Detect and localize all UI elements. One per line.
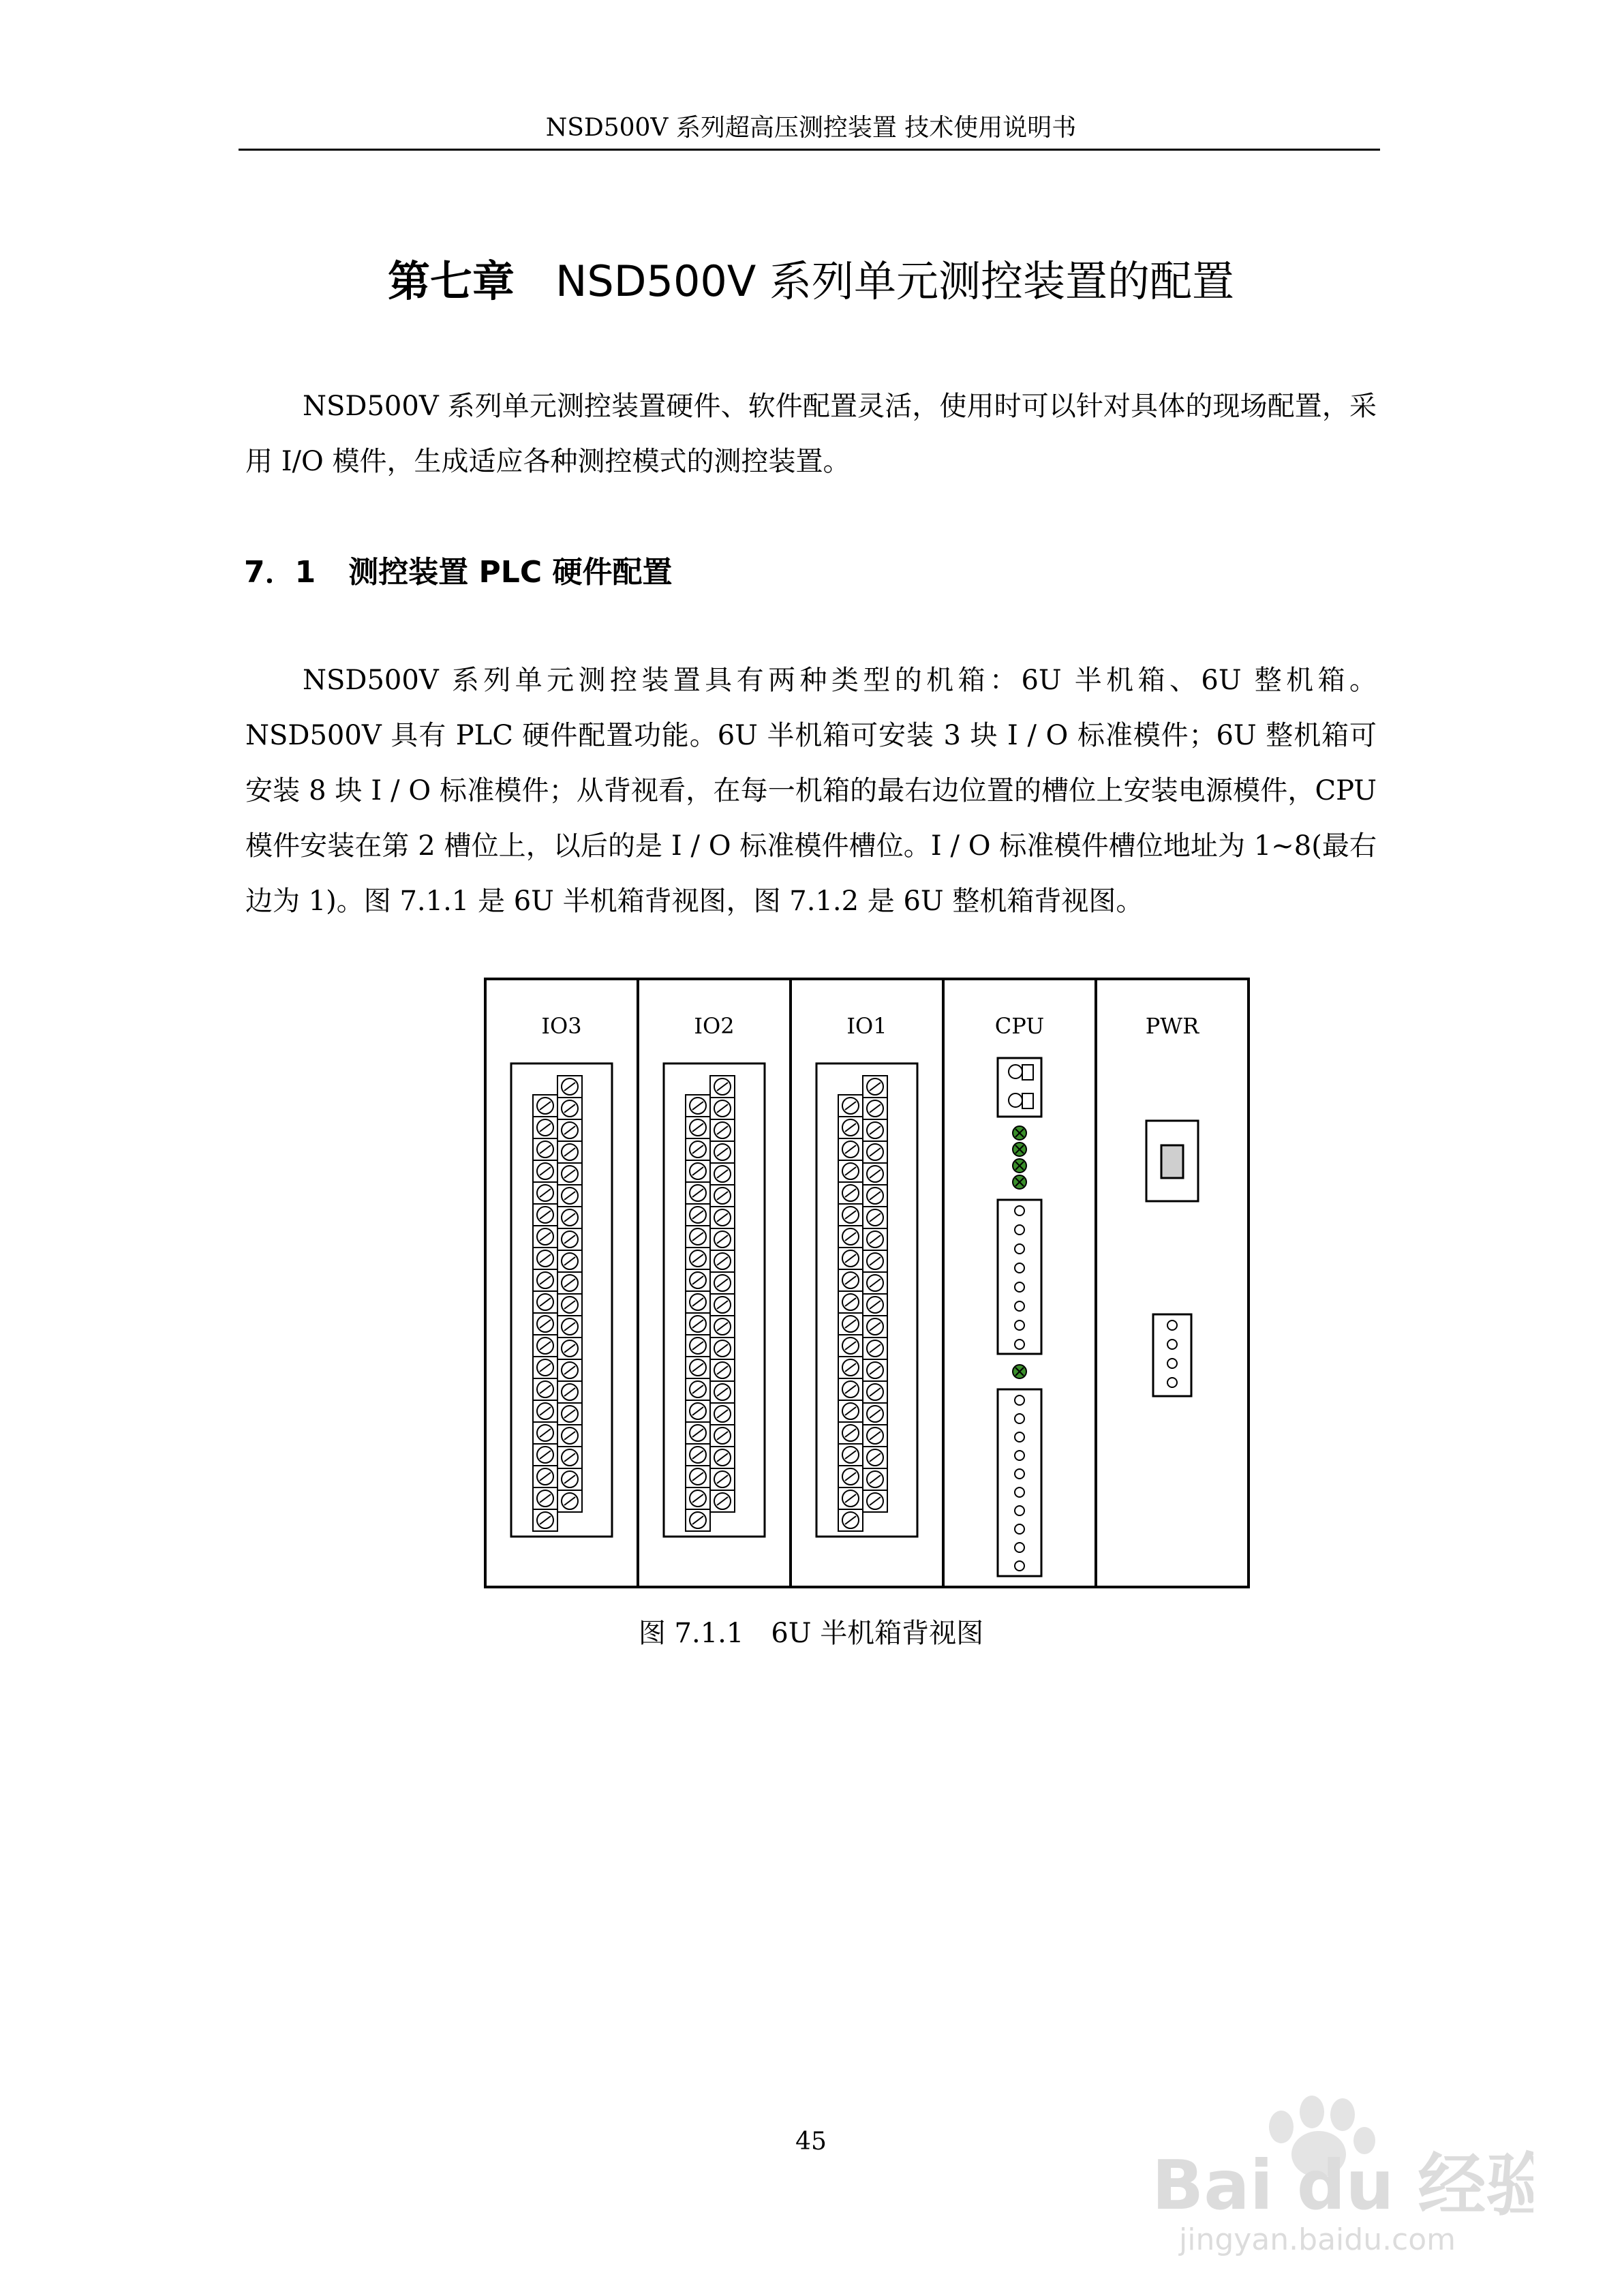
slot-label-pwr: PWR xyxy=(1145,1013,1199,1039)
terminal-slot xyxy=(692,1254,703,1263)
terminal-slot xyxy=(692,1276,703,1284)
terminal-slot xyxy=(845,1429,856,1437)
terminal-slot xyxy=(540,1451,551,1459)
terminal-slot xyxy=(564,1279,575,1287)
terminal-slot xyxy=(870,1083,881,1091)
terminal-slot xyxy=(870,1192,881,1200)
chapter-name: NSD500V 系列单元测控装置的配置 xyxy=(555,256,1234,306)
terminal-slot xyxy=(564,1126,575,1134)
terminal-slot xyxy=(870,1235,881,1243)
terminal-slot xyxy=(717,1301,728,1309)
cpu-connector-pin xyxy=(1015,1301,1024,1311)
cpu-connector-pin xyxy=(1015,1395,1024,1405)
cpu-connector-pin xyxy=(1015,1320,1024,1330)
cpu-connector-pin xyxy=(1015,1244,1024,1254)
terminal-slot xyxy=(540,1385,551,1393)
terminal-slot xyxy=(870,1497,881,1505)
terminal-slot xyxy=(564,1301,575,1309)
terminal-slot xyxy=(540,1472,551,1481)
io-module-frame xyxy=(511,1063,612,1537)
cpu-port xyxy=(1009,1065,1022,1078)
power-connector-pin xyxy=(1167,1359,1177,1368)
header-rule xyxy=(239,149,1380,151)
chapter-title xyxy=(0,251,1622,312)
terminal-slot xyxy=(564,1257,575,1265)
terminal-slot xyxy=(564,1388,575,1396)
power-switch xyxy=(1161,1145,1183,1178)
terminal-slot xyxy=(692,1429,703,1437)
terminal-slot xyxy=(870,1366,881,1374)
terminal-slot xyxy=(564,1104,575,1113)
terminal-slot xyxy=(717,1388,728,1396)
terminal-slot xyxy=(845,1407,856,1415)
terminal-slot xyxy=(540,1342,551,1350)
chassis-rear-view-diagram xyxy=(477,971,1261,1598)
terminal-slot xyxy=(717,1344,728,1353)
terminal-slot xyxy=(717,1213,728,1222)
chassis-figure xyxy=(477,971,1261,1601)
terminal-slot xyxy=(692,1472,703,1481)
terminal-slot xyxy=(717,1410,728,1418)
terminal-slot xyxy=(845,1254,856,1263)
terminal-slot xyxy=(692,1189,703,1197)
terminal-slot xyxy=(692,1494,703,1502)
cpu-port-tab xyxy=(1022,1093,1033,1108)
terminal-slot xyxy=(692,1363,703,1372)
terminal-slot xyxy=(564,1344,575,1353)
body-paragraph xyxy=(245,653,1377,929)
terminal-slot xyxy=(540,1254,551,1263)
terminal-slot xyxy=(717,1083,728,1091)
terminal-slot xyxy=(845,1516,856,1524)
caption-text: 6U 半机箱背视图 xyxy=(771,1618,984,1649)
terminal-slot xyxy=(870,1126,881,1134)
terminal-slot xyxy=(692,1385,703,1393)
intro-text: NSD500V 系列单元测控装置硬件、软件配置灵活，使用时可以针对具体的现场配置，采用 I/O 模件，生成适应各种测控模式的测控装置。 xyxy=(245,391,1377,477)
chapter-number: 第七章 xyxy=(388,256,515,306)
terminal-slot xyxy=(540,1276,551,1284)
terminal-slot xyxy=(870,1432,881,1440)
io-module-frame xyxy=(664,1063,765,1537)
terminal-slot xyxy=(564,1170,575,1178)
terminal-slot xyxy=(540,1233,551,1241)
terminal-slot xyxy=(692,1123,703,1132)
cpu-connector-pin xyxy=(1015,1414,1024,1423)
slot-label-cpu: CPU xyxy=(994,1013,1045,1039)
section-number: 7．1 xyxy=(244,555,316,590)
terminal-slot xyxy=(870,1257,881,1265)
terminal-slot xyxy=(845,1211,856,1219)
terminal-slot xyxy=(845,1189,856,1197)
slot-io3 xyxy=(511,1063,612,1537)
terminal-slot xyxy=(564,1192,575,1200)
power-connector-pin xyxy=(1167,1378,1177,1387)
terminal-slot xyxy=(540,1494,551,1502)
terminal-slot xyxy=(845,1167,856,1175)
terminal-slot xyxy=(845,1342,856,1350)
slot-pwr xyxy=(1146,1121,1198,1396)
terminal-slot xyxy=(870,1323,881,1331)
terminal-slot xyxy=(845,1385,856,1393)
intro-paragraph xyxy=(245,379,1377,489)
terminal-slot xyxy=(692,1320,703,1328)
terminal-slot xyxy=(692,1342,703,1350)
terminal-slot xyxy=(540,1429,551,1437)
terminal-slot xyxy=(717,1323,728,1331)
terminal-slot xyxy=(717,1170,728,1178)
terminal-slot xyxy=(540,1145,551,1153)
terminal-slot xyxy=(845,1123,856,1132)
terminal-slot xyxy=(540,1363,551,1372)
slot-io2 xyxy=(664,1063,765,1537)
terminal-slot xyxy=(564,1410,575,1418)
cpu-connector-pin xyxy=(1015,1282,1024,1292)
terminal-slot xyxy=(692,1211,703,1219)
terminal-slot xyxy=(870,1279,881,1287)
terminal-slot xyxy=(692,1145,703,1153)
terminal-slot xyxy=(540,1167,551,1175)
io-module-frame xyxy=(816,1063,917,1537)
terminal-slot xyxy=(717,1148,728,1156)
power-connector xyxy=(1153,1314,1191,1396)
cpu-connector-pin xyxy=(1015,1487,1024,1497)
power-connector-pin xyxy=(1167,1320,1177,1330)
terminal-slot xyxy=(540,1123,551,1132)
cpu-connector-pin xyxy=(1015,1451,1024,1460)
cpu-port xyxy=(1009,1093,1022,1107)
terminal-slot xyxy=(692,1233,703,1241)
body-text: NSD500V 系列单元测控装置具有两种类型的机箱：6U 半机箱、6U 整机箱。NSD500V 具有 PLC 硬件配置功能。6U 半机箱可安装 3 块 I / O 标准模件；6U 整机箱可安装 8 块 I / O 标准模件；从背视看，在每一机箱的最右边位置的槽位上安装电源模件，CPU 模件安装在第 2 槽位上，以后的是 I / O 标准模件槽位。I / O 标准模件槽位地址为 1~8(最右边为 1)。图 7.1.1 是 6U 半机箱背视图，图 7.1.2 是 6U 整机箱背视图。 xyxy=(245,665,1377,917)
terminal-slot xyxy=(845,1494,856,1502)
terminal-slot xyxy=(540,1189,551,1197)
terminal-slot xyxy=(870,1344,881,1353)
cpu-port-tab xyxy=(1022,1065,1033,1080)
terminal-slot xyxy=(540,1407,551,1415)
slot-label-io2: IO2 xyxy=(694,1013,735,1039)
terminal-slot xyxy=(717,1104,728,1113)
terminal-slot xyxy=(692,1451,703,1459)
terminal-slot xyxy=(564,1323,575,1331)
cpu-connector-pin xyxy=(1015,1432,1024,1442)
terminal-slot xyxy=(692,1298,703,1306)
terminal-slot xyxy=(845,1102,856,1110)
cpu-lower-connector xyxy=(998,1389,1041,1576)
cpu-connector-pin xyxy=(1015,1506,1024,1515)
caption-number: 图 7.1.1 xyxy=(638,1618,744,1649)
figure-caption xyxy=(0,1614,1622,1652)
terminal-slot xyxy=(717,1366,728,1374)
terminal-slot xyxy=(845,1233,856,1241)
terminal-slot xyxy=(540,1320,551,1328)
terminal-slot xyxy=(564,1475,575,1483)
terminal-slot xyxy=(845,1298,856,1306)
baidu-paw-logo-icon xyxy=(1124,2079,1533,2256)
terminal-slot xyxy=(540,1298,551,1306)
terminal-slot xyxy=(845,1451,856,1459)
terminal-slot xyxy=(870,1104,881,1113)
terminal-slot xyxy=(717,1279,728,1287)
cpu-connector-pin xyxy=(1015,1225,1024,1235)
terminal-slot xyxy=(870,1453,881,1462)
running-header: NSD500V 系列超高压测控装置 技术使用说明书 xyxy=(545,114,1077,142)
cpu-connector-pin xyxy=(1015,1263,1024,1273)
terminal-slot xyxy=(717,1432,728,1440)
baidu-watermark xyxy=(1124,2079,1533,2259)
terminal-slot xyxy=(564,1366,575,1374)
terminal-slot xyxy=(717,1257,728,1265)
cpu-connector-pin xyxy=(1015,1340,1024,1349)
cpu-connector-pin xyxy=(1015,1469,1024,1479)
cpu-connector-pin xyxy=(1015,1561,1024,1571)
terminal-slot xyxy=(564,1432,575,1440)
terminal-slot xyxy=(870,1148,881,1156)
terminal-slot xyxy=(845,1276,856,1284)
terminal-slot xyxy=(564,1453,575,1462)
terminal-slot xyxy=(870,1410,881,1418)
terminal-slot xyxy=(564,1083,575,1091)
terminal-slot xyxy=(845,1145,856,1153)
terminal-slot xyxy=(870,1213,881,1222)
power-connector-pin xyxy=(1167,1340,1177,1349)
slot-label-io3: IO3 xyxy=(541,1013,582,1039)
slot-io1 xyxy=(816,1063,917,1537)
cpu-upper-connector xyxy=(998,1200,1041,1354)
terminal-slot xyxy=(564,1235,575,1243)
cpu-connector-pin xyxy=(1015,1206,1024,1215)
terminal-slot xyxy=(870,1301,881,1309)
slot-label-io1: IO1 xyxy=(846,1013,887,1039)
terminal-slot xyxy=(692,1102,703,1110)
terminal-slot xyxy=(870,1170,881,1178)
terminal-slot xyxy=(717,1235,728,1243)
terminal-slot xyxy=(540,1211,551,1219)
terminal-slot xyxy=(845,1320,856,1328)
terminal-slot xyxy=(564,1213,575,1222)
terminal-slot xyxy=(717,1497,728,1505)
terminal-slot xyxy=(717,1475,728,1483)
terminal-slot xyxy=(564,1148,575,1156)
terminal-slot xyxy=(540,1516,551,1524)
terminal-slot xyxy=(870,1475,881,1483)
section-title: 测控装置 PLC 硬件配置 xyxy=(348,555,673,590)
terminal-slot xyxy=(540,1102,551,1110)
terminal-slot xyxy=(870,1388,881,1396)
terminal-slot xyxy=(692,1407,703,1415)
terminal-slot xyxy=(717,1126,728,1134)
terminal-slot xyxy=(692,1167,703,1175)
section-heading xyxy=(244,545,672,600)
page-number: 45 xyxy=(795,2128,827,2156)
terminal-slot xyxy=(717,1192,728,1200)
watermark-url: jingyan.baidu.com xyxy=(1179,2222,1456,2256)
watermark-brand: Bai du 经验 xyxy=(1152,2145,1533,2225)
terminal-slot xyxy=(564,1497,575,1505)
slot-cpu xyxy=(998,1058,1041,1576)
terminal-slot xyxy=(845,1363,856,1372)
terminal-slot xyxy=(692,1516,703,1524)
terminal-slot xyxy=(845,1472,856,1481)
terminal-slot xyxy=(717,1453,728,1462)
cpu-connector-pin xyxy=(1015,1524,1024,1534)
cpu-connector-pin xyxy=(1015,1543,1024,1552)
